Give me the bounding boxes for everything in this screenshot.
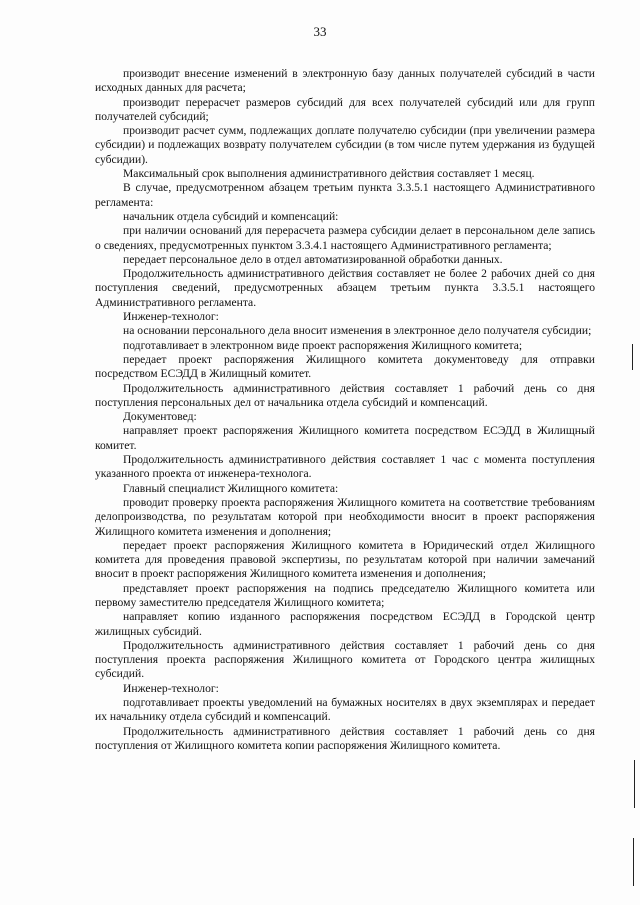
paragraph: Документовед: xyxy=(123,410,197,424)
paragraph: начальник отдела субсидий и компенсаций: xyxy=(123,209,339,223)
paragraph: В случае, предусмотренном абзацем третьим пункта 3.3.5.1 настоящего Административного регламента: xyxy=(95,181,595,209)
paragraph: передает персональное дело в отдел автоматизированной обработки данных. xyxy=(123,252,503,266)
paragraph: Продолжительность административного действия составляет не более 2 рабочих дней со дня поступления сведений, предусмотренных абзацем третьим пункта 3.3.5.1 настоящего Административного регламента. xyxy=(95,267,595,309)
paragraph: Продолжительность административного действия составляет 1 рабочий день со дня поступления от Жилищного комитета копии распоряжения Жилищного комитета. xyxy=(95,724,595,752)
scan-mark xyxy=(633,838,634,886)
scan-mark xyxy=(632,344,633,370)
paragraph: производит внесение изменений в электронную базу данных получателей субсидий в части исходных данных для расчета; xyxy=(95,67,595,95)
page-number: 33 xyxy=(313,24,327,39)
paragraph: Главный специалист Жилищного комитета: xyxy=(123,481,339,495)
paragraph: проводит проверку проекта распоряжения Жилищного комитета на соответствие требованиям делопроизводства, по результатам которой при необходимости вносит в проект распоряжения Жилищного комитета изменения и дополнения; xyxy=(95,495,595,538)
paragraph: направляет проект распоряжения Жилищного комитета посредством ЕСЭДД в Жилищный комитет. xyxy=(95,424,595,452)
paragraph: производит расчет сумм, подлежащих доплате получателю субсидии (при увеличении размера субсидии) и подлежащих возврату получателем субсидии (в том числе путем удержания из будущей субсидии). xyxy=(95,124,595,166)
paragraph: направляет копию изданного распоряжения посредством ЕСЭДД в Городской центр жилищных субсидий. xyxy=(95,610,595,638)
paragraph: Максимальный срок выполнения административного действия составляет 1 месяц. xyxy=(123,167,535,181)
paragraph: производит перерасчет размеров субсидий для всех получателей субсидий или для групп получателей субсидий; xyxy=(95,95,595,123)
paragraph: на основании персонального дела вносит изменения в электронное дело получателя субсидии; xyxy=(123,324,592,338)
paragraph: при наличии оснований для перерасчета размера субсидии делает в персональном деле запись о сведениях, предусмотренных пунктом 3.3.4.1 настоящего Административного регламента; xyxy=(95,224,595,252)
paragraph: представляет проект распоряжения на подпись председателю Жилищного комитета или первому заместителю председателя Жилищного комитета; xyxy=(95,581,595,609)
paragraph: передает проект распоряжения Жилищного комитета документоведу для отправки посредством ЕСЭДД в Жилищный комитет. xyxy=(95,352,595,381)
paragraph: Продолжительность административного действия составляет 1 рабочий день со дня поступления проекта распоряжения Жилищного комитета от Городского центра жилищных субсидий. xyxy=(95,638,595,681)
paragraph: Продолжительность административного действия составляет 1 рабочий день со дня поступления персональных дел от начальника отдела субсидий и компенсаций. xyxy=(95,381,595,409)
paragraph: передает проект распоряжения Жилищного комитета в Юридический отдел Жилищного комитета для проведения правовой экспертизы, по результатам которой при наличии замечаний вносит в проект распоряжения Жилищного комитета изменения и дополнения; xyxy=(95,538,595,581)
paragraph: Продолжительность административного действия составляет 1 час с момента поступления указанного проекта от инженера-технолога. xyxy=(95,453,595,481)
paragraph: Инженер-технолог: xyxy=(123,681,219,695)
scan-mark xyxy=(634,760,635,808)
document-body xyxy=(95,67,595,753)
paragraph: подготавливает в электронном виде проект распоряжения Жилищного комитета; xyxy=(123,338,523,352)
paragraph: подготавливает проекты уведомлений на бумажных носителях в двух экземплярах и передает их начальнику отдела субсидий и компенсаций. xyxy=(95,696,595,724)
paragraph: Инженер-технолог: xyxy=(123,310,219,324)
